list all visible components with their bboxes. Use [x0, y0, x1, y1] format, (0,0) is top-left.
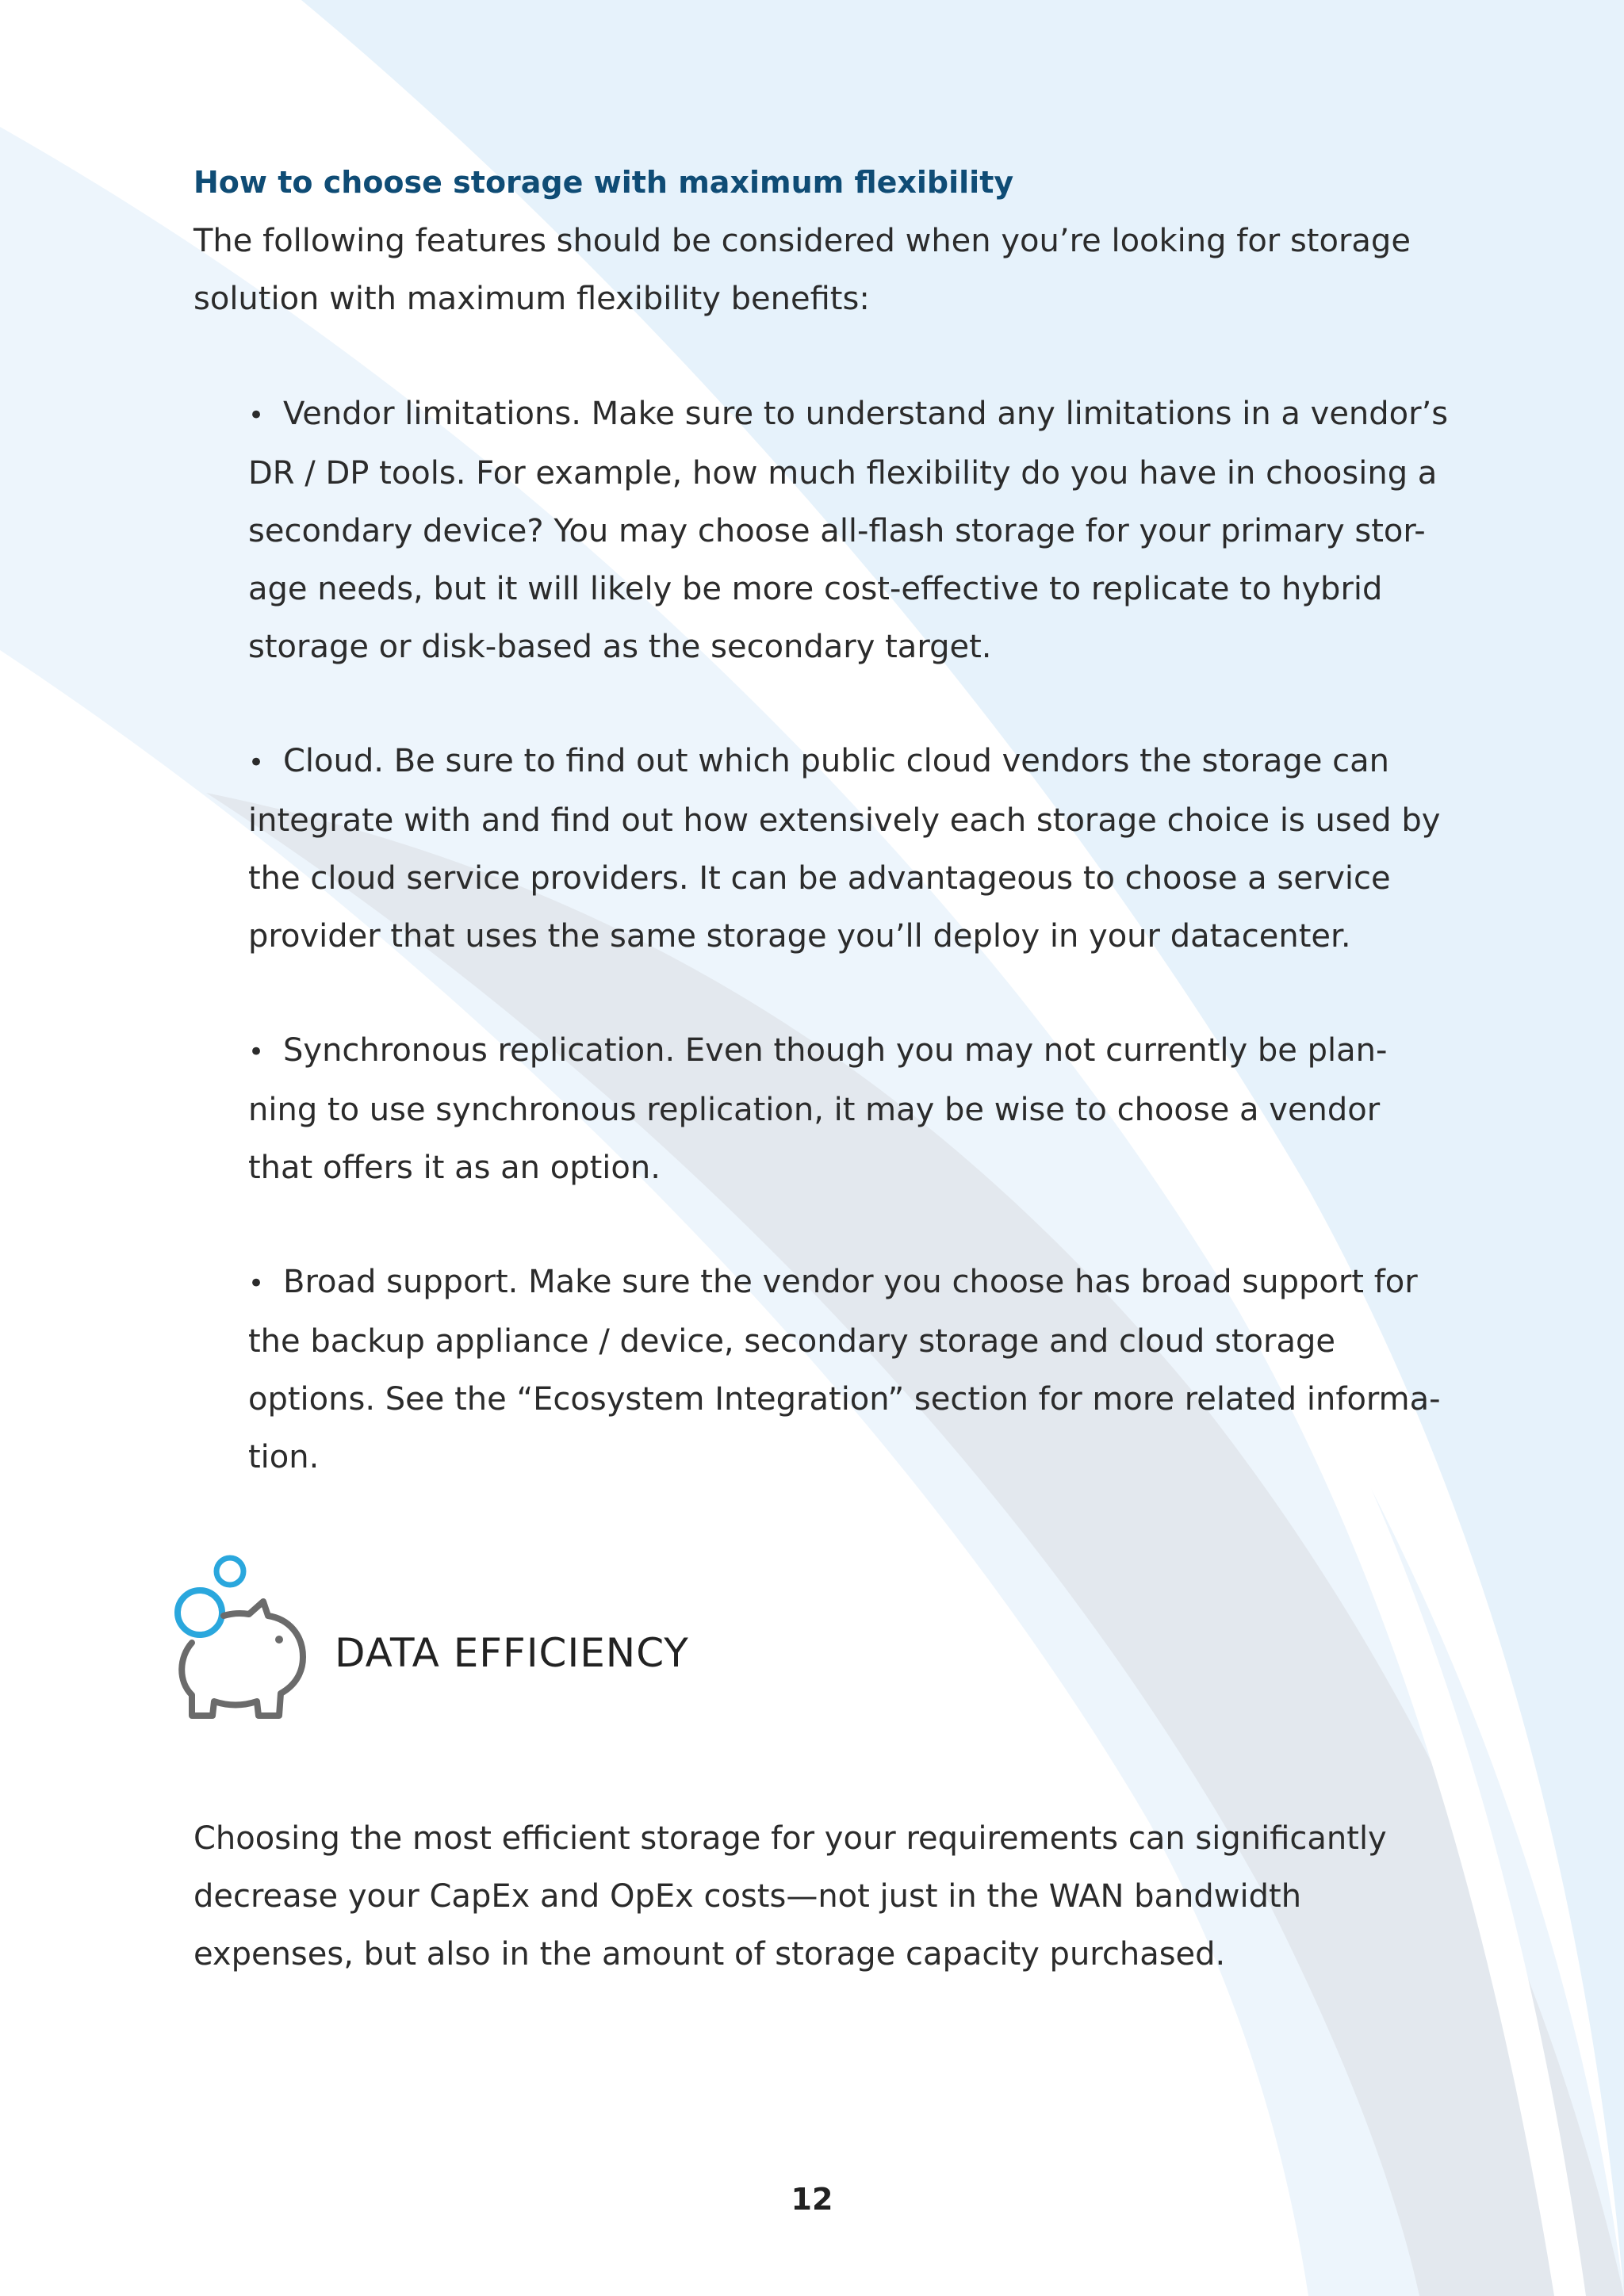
coin-large-icon — [178, 1590, 222, 1635]
bullet-line: the backup appliance / device, secondary storage and cloud storage — [248, 1323, 1335, 1360]
intro-paragraph — [193, 212, 1454, 328]
bullet-item-cloud — [248, 733, 1469, 966]
bullet-line: Broad support. Make sure the vendor you choose has broad support for — [283, 1264, 1418, 1300]
piggy-eye-icon — [275, 1636, 283, 1644]
bullet-line: Cloud. Be sure to find out which public cloud vendors the storage can — [283, 743, 1389, 779]
data-efficiency-heading: DATA EFFICIENCY — [335, 1630, 689, 1676]
bullet-line: provider that uses the same storage you’ll deploy in your datacenter. — [248, 918, 1351, 955]
bullet-line: ning to use synchronous replication, it may be wise to choose a vendor — [248, 1092, 1381, 1128]
bullet-marker: • — [248, 400, 265, 431]
page-number: 12 — [791, 2182, 833, 2217]
bullet-line: options. See the “Ecosystem Integration” section for more related informa- — [248, 1381, 1441, 1418]
bullet-line: integrate with and find out how extensively each storage choice is used by — [248, 802, 1441, 839]
bullet-line: DR / DP tools. For example, how much flexibility do you have in choosing a — [248, 455, 1438, 492]
bullet-item-broad-support — [248, 1253, 1469, 1487]
paragraph-line: Choosing the most efficient storage for your requirements can significantly — [193, 1820, 1387, 1857]
bullet-line: storage or disk-based as the secondary target. — [248, 629, 992, 665]
bullet-marker: • — [248, 747, 265, 779]
bullet-item-vendor-limitations — [248, 385, 1469, 676]
data-efficiency-paragraph — [193, 1810, 1462, 1984]
intro-line: solution with maximum flexibility benefits: — [193, 281, 870, 317]
bullet-line: secondary device? You may choose all-flash storage for your primary stor- — [248, 513, 1426, 549]
piggy-bank-icon — [168, 1546, 308, 1720]
paragraph-line: decrease your CapEx and OpEx costs—not just in the WAN bandwidth — [193, 1878, 1302, 1915]
bullet-marker: • — [248, 1036, 265, 1068]
intro-line: The following features should be considered when you’re looking for storage — [193, 223, 1411, 259]
bullet-line: tion. — [248, 1439, 320, 1475]
bullet-line: age needs, but it will likely be more cost-effective to replicate to hybrid — [248, 571, 1383, 607]
bullet-line: Vendor limitations. Make sure to understand any limitations in a vendor’s — [283, 396, 1449, 432]
bullet-item-synchronous-replication — [248, 1022, 1469, 1197]
bullet-line: the cloud service providers. It can be advantageous to choose a service — [248, 860, 1391, 897]
bullet-line: that offers it as an option. — [248, 1150, 661, 1186]
bullet-marker: • — [248, 1268, 265, 1299]
piggy-body-icon — [182, 1601, 303, 1716]
bullet-line: Synchronous replication. Even though you may not currently be plan- — [283, 1032, 1388, 1069]
paragraph-line: expenses, but also in the amount of storage capacity purchased. — [193, 1936, 1226, 1973]
coin-small-icon — [216, 1558, 243, 1585]
section-heading: How to choose storage with maximum flexibility — [193, 165, 1014, 200]
